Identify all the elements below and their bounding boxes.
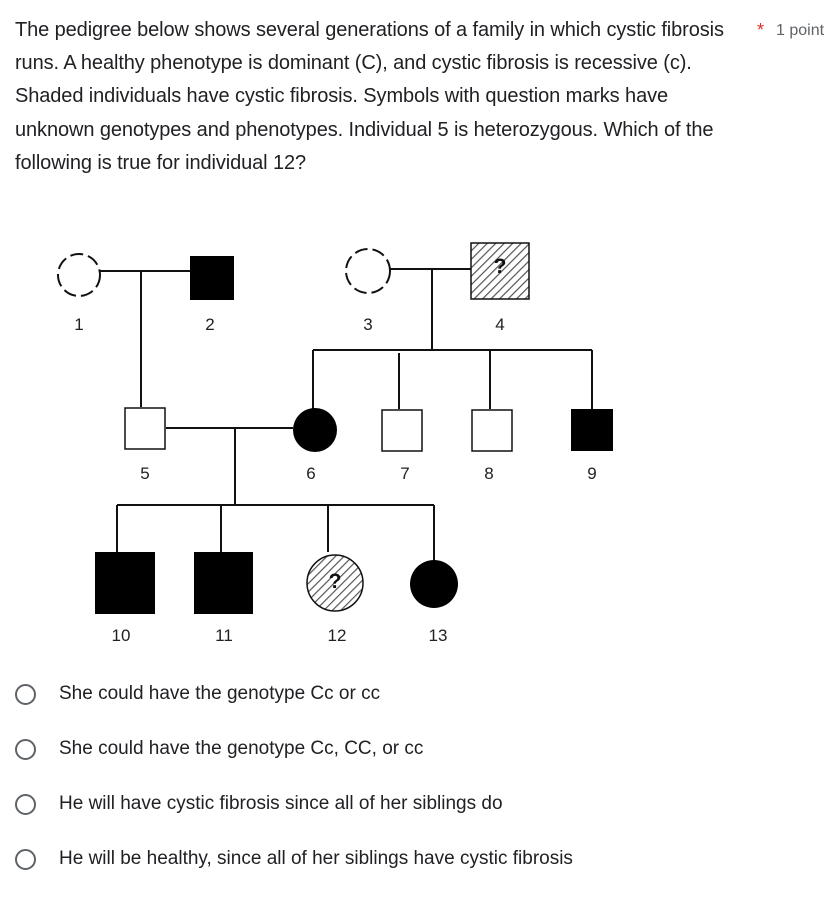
individual-label: 6 (306, 464, 316, 483)
individual-label: 13 (428, 626, 448, 645)
individual-2-symbol (190, 256, 234, 300)
required-indicator: * (757, 20, 765, 40)
individual-label: 7 (400, 464, 410, 483)
individual-7-symbol (382, 410, 422, 451)
radio-button[interactable] (15, 794, 36, 815)
individual-label: 10 (111, 626, 131, 645)
radio-button[interactable] (15, 849, 36, 870)
radio-button[interactable] (15, 739, 36, 760)
option-label: He will have cystic fibrosis since all of her siblings do (59, 793, 503, 814)
individual-6-symbol (293, 408, 337, 452)
individual-12-unknown-mark: ? (328, 570, 342, 593)
individual-3-symbol (346, 249, 390, 293)
individual-10-symbol (95, 552, 155, 614)
individual-label: 8 (484, 464, 494, 483)
pedigree-lines (100, 269, 592, 562)
individual-11-symbol (194, 552, 253, 614)
answer-option-2[interactable] (15, 734, 423, 764)
option-label: He will be healthy, since all of her siblings have cystic fibrosis (59, 848, 573, 869)
question-text: The pedigree below shows several generations of a family in which cystic fibrosis runs. A healthy phenotype is dominant (C), and cystic fibrosis is recessive (c). Shaded individuals have cystic fibrosis. Symbols with question marks have unknown genotypes and phenotypes. Individual 5 is heterozygous. Which of the following is true for individual 12? (15, 19, 724, 174)
individual-label: 1 (74, 315, 84, 334)
individual-4-unknown-mark: ? (493, 255, 507, 278)
individual-label: 9 (587, 464, 597, 483)
individual-label: 5 (140, 464, 150, 483)
individual-13-symbol (410, 560, 458, 608)
points-label: 1 point (776, 22, 825, 39)
radio-button[interactable] (15, 684, 36, 705)
individual-label: 4 (495, 315, 505, 334)
individual-1-symbol (58, 254, 100, 296)
individual-label: 12 (327, 626, 347, 645)
individual-5-symbol (125, 408, 165, 449)
option-label: She could have the genotype Cc or cc (59, 683, 381, 704)
individual-label: 11 (215, 626, 233, 645)
individual-label: 3 (363, 315, 373, 334)
answer-option-3[interactable] (15, 789, 503, 819)
individual-label: 2 (205, 315, 215, 334)
individual-8-symbol (472, 410, 512, 451)
option-label: She could have the genotype Cc, CC, or cc (59, 738, 424, 759)
answer-option-1[interactable] (15, 679, 380, 709)
individual-9-symbol (571, 409, 613, 451)
answer-option-4[interactable] (15, 844, 573, 874)
